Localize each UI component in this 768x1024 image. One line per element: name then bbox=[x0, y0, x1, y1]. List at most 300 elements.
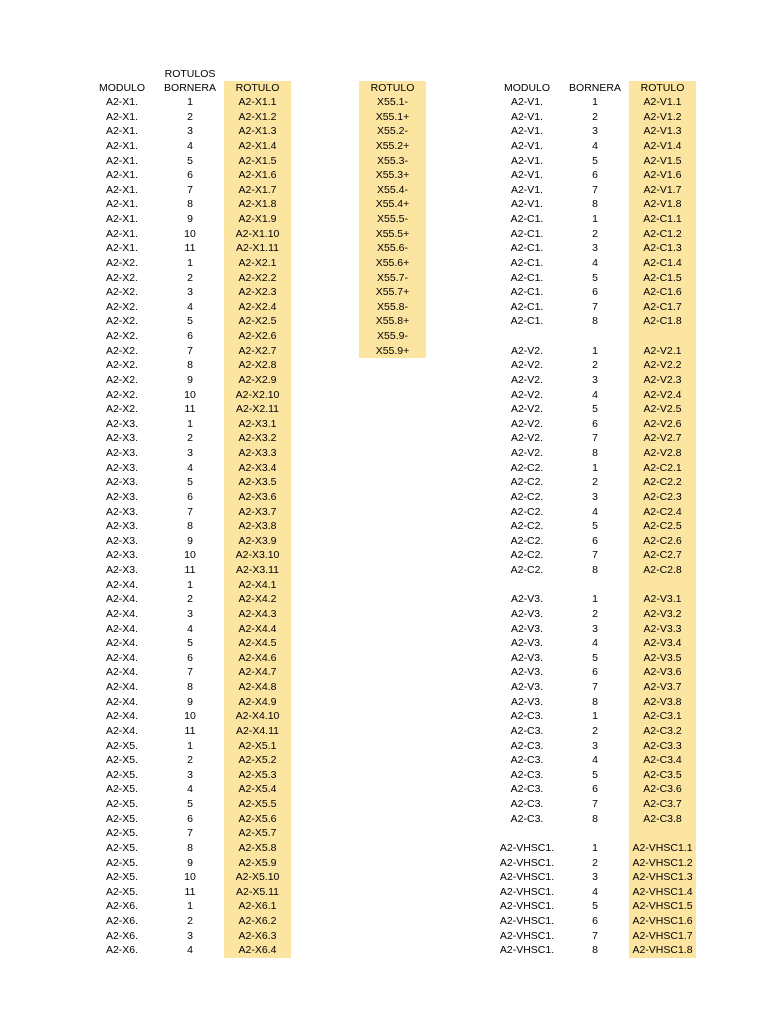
rotulo-cell: A2-X5.10 bbox=[235, 871, 280, 884]
bornera-cell: 9 bbox=[187, 695, 193, 708]
rotulo-cell: A2-X2.8 bbox=[238, 359, 277, 372]
bornera-cell: 2 bbox=[592, 227, 598, 240]
rotulo-cell: A2-X5.1 bbox=[238, 739, 277, 752]
modulo-cell: A2-X4. bbox=[105, 724, 139, 737]
bornera-cell: 6 bbox=[592, 169, 598, 182]
bornera-cell: 3 bbox=[592, 242, 598, 255]
modulo-cell: A2-X5. bbox=[105, 739, 139, 752]
bornera-cell: 4 bbox=[592, 139, 598, 152]
bornera-cell: 7 bbox=[187, 827, 193, 840]
bornera-cell: 1 bbox=[592, 344, 598, 357]
rotulo-cell: X55.1- bbox=[377, 96, 408, 108]
rotulo-cell: A2-X2.2 bbox=[238, 271, 277, 284]
bornera-cell: 5 bbox=[592, 651, 598, 664]
bornera-cell: 7 bbox=[592, 432, 598, 445]
bornera-cell: 3 bbox=[187, 286, 193, 299]
bornera-cell: 1 bbox=[592, 213, 598, 225]
rotulo-cell: A2-C3.8 bbox=[643, 812, 682, 825]
bornera-cell: 5 bbox=[187, 798, 193, 810]
rotulo-cell: A2-X2.1 bbox=[238, 256, 277, 269]
modulo-cell: A2-X2. bbox=[105, 300, 139, 313]
modulo-cell: A2-V3. bbox=[510, 666, 544, 679]
rotulo-cell: A2-C1.2 bbox=[643, 227, 682, 240]
bornera-cell: 11 bbox=[184, 564, 196, 576]
modulo-cell bbox=[493, 826, 561, 841]
bornera-cell: 6 bbox=[187, 812, 193, 825]
rotulo-cell: A2-X1.8 bbox=[238, 198, 277, 211]
rotulo-cell: A2-C3.3 bbox=[643, 739, 682, 752]
modulo-cell: A2-X5. bbox=[105, 827, 139, 840]
header-bornera-left: BORNERA bbox=[164, 82, 216, 94]
modulo-cell: A2-C3. bbox=[510, 739, 544, 752]
rotulo-cell: X55.3+ bbox=[375, 169, 410, 182]
bornera-cell: 8 bbox=[187, 681, 193, 693]
bornera-cell: 9 bbox=[187, 534, 193, 547]
bornera-cell: 11 bbox=[184, 242, 196, 255]
modulo-cell: A2-X5. bbox=[105, 798, 139, 810]
rotulo-cell: A2-X1.7 bbox=[238, 183, 277, 196]
modulo-cell: A2-V3. bbox=[510, 637, 544, 650]
modulo-cell: A2-V2. bbox=[510, 417, 544, 430]
rotulo-cell bbox=[629, 329, 696, 344]
modulo-cell: A2-X5. bbox=[105, 871, 139, 884]
modulo-cell: A2-X4. bbox=[105, 637, 139, 650]
rotulo-cell: A2-V1.5 bbox=[643, 154, 682, 167]
modulo-cell: A2-C3. bbox=[510, 724, 544, 737]
modulo-cell: A2-X6. bbox=[105, 944, 139, 957]
header-rotulo-middle: ROTULO bbox=[359, 81, 426, 95]
rotulo-cell: A2-X1.9 bbox=[238, 213, 277, 225]
modulo-cell: A2-VHSC1. bbox=[499, 929, 555, 942]
modulo-cell: A2-V2. bbox=[510, 359, 544, 372]
rotulo-cell: A2-X4.4 bbox=[238, 622, 277, 635]
bornera-cell: 3 bbox=[592, 622, 598, 635]
bornera-cell: 11 bbox=[184, 885, 196, 898]
rotulo-cell: A2-C1.8 bbox=[643, 315, 682, 328]
bornera-cell: 11 bbox=[184, 403, 196, 416]
rotulo-cell: A2-V1.7 bbox=[643, 183, 682, 196]
bornera-cell: 4 bbox=[187, 300, 193, 313]
bornera-cell: 1 bbox=[592, 461, 598, 474]
modulo-cell: A2-VHSC1. bbox=[499, 900, 555, 913]
rotulo-cell: A2-X5.6 bbox=[238, 812, 277, 825]
bornera-cell: 6 bbox=[592, 915, 598, 927]
rotulo-cell: A2-C1.4 bbox=[643, 256, 682, 269]
rotulo-cell: A2-C2.7 bbox=[643, 549, 682, 562]
middle-rotulo-column bbox=[359, 95, 426, 358]
modulo-cell: A2-C1. bbox=[510, 227, 544, 240]
rotulo-cell: X55.9- bbox=[377, 330, 408, 342]
rotulo-cell: A2-C3.6 bbox=[643, 783, 682, 796]
modulo-cell: A2-V1. bbox=[510, 139, 544, 152]
header-modulo-right: MODULO bbox=[503, 82, 551, 94]
rotulo-cell: A2-X3.10 bbox=[235, 549, 280, 562]
rotulo-cell: A2-X2.4 bbox=[238, 300, 277, 313]
modulo-cell: A2-X5. bbox=[105, 841, 139, 854]
bornera-cell: 8 bbox=[592, 564, 598, 576]
modulo-cell: A2-C1. bbox=[510, 256, 544, 269]
modulo-cell: A2-X5. bbox=[105, 754, 139, 767]
modulo-cell: A2-C3. bbox=[510, 783, 544, 796]
modulo-cell: A2-X2. bbox=[105, 271, 139, 284]
modulo-cell: A2-C1. bbox=[510, 315, 544, 328]
modulo-cell: A2-X2. bbox=[105, 330, 139, 342]
bornera-cell: 2 bbox=[187, 915, 193, 927]
rotulo-cell: A2-C1.5 bbox=[643, 271, 682, 284]
rotulo-cell: A2-X1.10 bbox=[235, 227, 280, 240]
modulo-cell: A2-V3. bbox=[510, 651, 544, 664]
right-rotulo-column bbox=[629, 95, 696, 958]
bornera-cell: 4 bbox=[592, 637, 598, 650]
modulo-cell: A2-V1. bbox=[510, 183, 544, 196]
modulo-cell: A2-X2. bbox=[105, 359, 139, 372]
rotulo-cell bbox=[629, 826, 696, 841]
bornera-cell bbox=[561, 329, 629, 344]
modulo-cell: A2-VHSC1. bbox=[499, 871, 555, 884]
bornera-cell: 1 bbox=[187, 417, 193, 430]
rotulo-cell: A2-X5.8 bbox=[238, 841, 277, 854]
bornera-cell: 5 bbox=[592, 900, 598, 913]
bornera-cell: 8 bbox=[592, 812, 598, 825]
bornera-cell: 5 bbox=[187, 315, 193, 328]
bornera-cell: 3 bbox=[187, 768, 193, 781]
header-rotulo-right: ROTULO bbox=[629, 81, 696, 95]
modulo-cell: A2-X3. bbox=[105, 432, 139, 445]
rotulo-cell: A2-X5.11 bbox=[236, 885, 279, 898]
rotulo-cell: X55.2+ bbox=[375, 139, 410, 152]
bornera-cell: 2 bbox=[187, 432, 193, 445]
modulo-cell: A2-X3. bbox=[105, 476, 139, 489]
modulo-cell: A2-X5. bbox=[105, 856, 139, 869]
bornera-cell: 3 bbox=[187, 447, 193, 459]
bornera-cell: 10 bbox=[184, 227, 196, 240]
modulo-cell: A2-C1. bbox=[510, 300, 544, 313]
modulo-cell: A2-X3. bbox=[105, 534, 139, 547]
modulo-cell: A2-X2. bbox=[105, 344, 139, 357]
rotulo-cell: A2-X4.1 bbox=[238, 578, 277, 591]
modulo-cell: A2-X3. bbox=[105, 549, 139, 562]
bornera-cell: 2 bbox=[592, 856, 598, 869]
rotulo-cell: A2-C1.3 bbox=[643, 242, 682, 255]
rotulo-cell: A2-X1.11 bbox=[236, 242, 279, 255]
rotulo-cell: A2-VHSC1.4 bbox=[632, 885, 693, 898]
modulo-cell: A2-X4. bbox=[105, 622, 139, 635]
bornera-cell: 2 bbox=[592, 724, 598, 737]
modulo-cell: A2-C2. bbox=[510, 505, 544, 518]
rotulo-cell: A2-X1.1 bbox=[238, 96, 277, 108]
modulo-cell: A2-VHSC1. bbox=[499, 944, 555, 957]
modulo-cell: A2-V1. bbox=[510, 96, 544, 108]
bornera-cell: 1 bbox=[592, 710, 598, 723]
modulo-cell: A2-C2. bbox=[510, 520, 544, 533]
rotulo-cell: A2-V1.1 bbox=[643, 96, 682, 108]
bornera-cell: 3 bbox=[187, 929, 193, 942]
bornera-cell: 6 bbox=[592, 417, 598, 430]
rotulo-cell: X55.4- bbox=[377, 183, 408, 196]
rotulo-cell: A2-X5.2 bbox=[238, 754, 277, 767]
modulo-cell: A2-V1. bbox=[510, 154, 544, 167]
bornera-cell: 6 bbox=[592, 534, 598, 547]
modulo-cell: A2-C2. bbox=[510, 564, 544, 576]
modulo-cell: A2-VHSC1. bbox=[499, 856, 555, 869]
modulo-cell: A2-X6. bbox=[105, 929, 139, 942]
modulo-cell: A2-V2. bbox=[510, 403, 544, 416]
rotulo-cell: A2-V3.6 bbox=[643, 666, 682, 679]
bornera-cell: 6 bbox=[592, 286, 598, 299]
rotulo-cell: A2-X1.4 bbox=[238, 139, 277, 152]
rotulo-cell: A2-C2.1 bbox=[643, 461, 682, 474]
modulo-cell: A2-V3. bbox=[510, 695, 544, 708]
bornera-cell: 10 bbox=[184, 388, 196, 401]
bornera-cell: 4 bbox=[187, 783, 193, 796]
rotulo-cell: A2-V3.5 bbox=[643, 651, 682, 664]
rotulo-cell: A2-V2.6 bbox=[643, 417, 682, 430]
modulo-cell: A2-V3. bbox=[510, 593, 544, 606]
rotulo-cell: A2-C2.8 bbox=[643, 564, 682, 576]
rotulo-cell: A2-V1.2 bbox=[643, 110, 682, 123]
modulo-cell: A2-X1. bbox=[105, 154, 139, 167]
bornera-cell: 5 bbox=[187, 476, 193, 489]
modulo-cell: A2-C1. bbox=[510, 286, 544, 299]
bornera-cell: 3 bbox=[187, 125, 193, 138]
rotulo-cell: X55.3- bbox=[377, 154, 408, 167]
rotulo-cell: A2-C2.6 bbox=[643, 534, 682, 547]
modulo-cell: A2-X2. bbox=[105, 256, 139, 269]
modulo-cell: A2-X1. bbox=[105, 213, 139, 225]
modulo-cell bbox=[493, 578, 561, 593]
modulo-cell: A2-X4. bbox=[105, 651, 139, 664]
bornera-cell: 6 bbox=[187, 330, 193, 342]
modulo-cell: A2-X3. bbox=[105, 461, 139, 474]
bornera-cell: 3 bbox=[592, 373, 598, 386]
bornera-cell: 7 bbox=[592, 183, 598, 196]
rotulo-cell: A2-X4.9 bbox=[238, 695, 277, 708]
rotulo-cell: A2-X5.5 bbox=[238, 798, 277, 810]
modulo-cell: A2-V1. bbox=[510, 110, 544, 123]
rotulo-cell: A2-X6.3 bbox=[238, 929, 277, 942]
bornera-cell: 2 bbox=[592, 110, 598, 123]
modulo-cell: A2-V1. bbox=[510, 125, 544, 138]
bornera-cell: 10 bbox=[184, 710, 196, 723]
rotulo-cell: A2-C3.2 bbox=[643, 724, 682, 737]
bornera-cell: 1 bbox=[592, 841, 598, 854]
rotulo-cell: A2-C3.4 bbox=[643, 754, 682, 767]
bornera-cell: 4 bbox=[187, 622, 193, 635]
modulo-cell: A2-X2. bbox=[105, 315, 139, 328]
rotulo-cell: A2-V3.3 bbox=[643, 622, 682, 635]
bornera-cell: 9 bbox=[187, 373, 193, 386]
bornera-cell: 2 bbox=[592, 607, 598, 620]
rotulo-cell: A2-V2.7 bbox=[643, 432, 682, 445]
bornera-cell: 9 bbox=[187, 213, 193, 225]
bornera-cell: 4 bbox=[592, 505, 598, 518]
modulo-cell: A2-X4. bbox=[105, 695, 139, 708]
modulo-cell: A2-C1. bbox=[510, 213, 544, 225]
rotulo-cell: A2-V1.3 bbox=[643, 125, 682, 138]
bornera-cell: 8 bbox=[187, 359, 193, 372]
rotulo-cell: A2-X3.3 bbox=[238, 447, 277, 459]
rotulo-cell: A2-X4.2 bbox=[238, 593, 277, 606]
rotulo-cell: A2-X5.4 bbox=[238, 783, 277, 796]
rotulo-cell: A2-V2.5 bbox=[643, 403, 682, 416]
modulo-cell: A2-C3. bbox=[510, 812, 544, 825]
rotulo-cell: X55.7+ bbox=[375, 286, 410, 299]
rotulo-cell: A2-VHSC1.2 bbox=[632, 856, 693, 869]
modulo-cell: A2-X2. bbox=[105, 403, 139, 416]
header-rotulo-left: ROTULO bbox=[224, 81, 291, 95]
modulo-cell: A2-X4. bbox=[105, 681, 139, 693]
bornera-cell: 7 bbox=[592, 929, 598, 942]
rotulo-cell: A2-X1.3 bbox=[238, 125, 277, 138]
modulo-cell: A2-X2. bbox=[105, 388, 139, 401]
rotulo-cell: A2-V2.8 bbox=[643, 447, 682, 459]
bornera-cell: 6 bbox=[187, 490, 193, 503]
rotulo-cell: A2-X4.5 bbox=[238, 637, 277, 650]
bornera-cell: 3 bbox=[592, 871, 598, 884]
modulo-cell: A2-X1. bbox=[105, 139, 139, 152]
modulo-cell: A2-X4. bbox=[105, 710, 139, 723]
modulo-cell: A2-C3. bbox=[510, 798, 544, 810]
rotulo-cell: A2-X4.10 bbox=[235, 710, 280, 723]
rotulo-cell: A2-X3.5 bbox=[238, 476, 277, 489]
left-bornera-column bbox=[156, 95, 224, 958]
rotulo-cell: A2-X3.9 bbox=[238, 534, 277, 547]
rotulo-cell: A2-X6.2 bbox=[238, 915, 277, 927]
bornera-cell: 7 bbox=[187, 344, 193, 357]
modulo-cell: A2-C1. bbox=[510, 271, 544, 284]
bornera-cell: 1 bbox=[187, 739, 193, 752]
bornera-cell: 7 bbox=[592, 300, 598, 313]
bornera-cell: 1 bbox=[187, 578, 193, 591]
rotulo-cell: A2-V2.4 bbox=[643, 388, 682, 401]
modulo-cell: A2-X2. bbox=[105, 373, 139, 386]
bornera-cell: 4 bbox=[592, 388, 598, 401]
bornera-cell: 4 bbox=[592, 754, 598, 767]
bornera-cell: 8 bbox=[187, 198, 193, 211]
rotulo-cell: A2-V1.6 bbox=[643, 169, 682, 182]
modulo-cell: A2-C2. bbox=[510, 461, 544, 474]
modulo-cell: A2-X3. bbox=[105, 520, 139, 533]
modulo-cell: A2-X1. bbox=[105, 169, 139, 182]
rotulo-cell: A2-X6.1 bbox=[238, 900, 277, 913]
rotulo-cell: A2-C1.7 bbox=[643, 300, 682, 313]
rotulo-cell: A2-V3.7 bbox=[643, 681, 682, 693]
rotulo-cell: A2-X1.2 bbox=[238, 110, 277, 123]
rotulo-cell: A2-X2.11 bbox=[236, 403, 279, 416]
modulo-cell: A2-C2. bbox=[510, 490, 544, 503]
bornera-cell: 5 bbox=[592, 271, 598, 284]
rotulo-cell: A2-X4.3 bbox=[238, 607, 277, 620]
bornera-cell: 7 bbox=[592, 549, 598, 562]
rotulo-cell: A2-X6.4 bbox=[238, 944, 277, 957]
rotulo-cell: X55.7- bbox=[377, 271, 408, 284]
rotulo-cell: A2-X1.5 bbox=[238, 154, 277, 167]
modulo-cell: A2-X1. bbox=[105, 242, 139, 255]
modulo-cell: A2-C3. bbox=[510, 768, 544, 781]
rotulo-cell: A2-V3.8 bbox=[643, 695, 682, 708]
bornera-cell: 7 bbox=[592, 798, 598, 810]
rotulo-cell: A2-C3.7 bbox=[643, 798, 682, 810]
header-bornera-right: BORNERA bbox=[569, 82, 621, 94]
rotulo-cell: A2-X2.6 bbox=[238, 330, 277, 342]
modulo-cell: A2-C2. bbox=[510, 549, 544, 562]
header-modulo-left: MODULO bbox=[98, 82, 146, 94]
bornera-cell: 8 bbox=[187, 841, 193, 854]
modulo-cell: A2-C3. bbox=[510, 710, 544, 723]
modulo-cell: A2-X5. bbox=[105, 783, 139, 796]
rotulo-cell: A2-X2.7 bbox=[238, 344, 277, 357]
right-bornera-column bbox=[561, 95, 629, 958]
modulo-cell: A2-X4. bbox=[105, 607, 139, 620]
rotulo-cell: A2-C1.1 bbox=[643, 213, 682, 225]
rotulo-cell: A2-X5.7 bbox=[238, 827, 277, 840]
rotulo-cell: A2-V3.1 bbox=[643, 593, 682, 606]
modulo-cell: A2-V2. bbox=[510, 373, 544, 386]
rotulo-cell: A2-X5.3 bbox=[238, 768, 277, 781]
modulo-cell: A2-V2. bbox=[510, 432, 544, 445]
modulo-cell: A2-X1. bbox=[105, 198, 139, 211]
rotulo-cell: X55.5- bbox=[377, 213, 408, 225]
left-rotulo-column bbox=[224, 95, 291, 958]
modulo-cell bbox=[493, 329, 561, 344]
modulo-cell: A2-X3. bbox=[105, 490, 139, 503]
bornera-cell: 8 bbox=[592, 315, 598, 328]
modulo-cell: A2-C3. bbox=[510, 754, 544, 767]
rotulo-cell: A2-VHSC1.5 bbox=[632, 900, 693, 913]
rotulo-cell: A2-C2.5 bbox=[643, 520, 682, 533]
rotulo-cell: A2-VHSC1.3 bbox=[632, 871, 693, 884]
modulo-cell: A2-X1. bbox=[105, 125, 139, 138]
modulo-cell: A2-VHSC1. bbox=[499, 841, 555, 854]
modulo-cell: A2-X4. bbox=[105, 593, 139, 606]
rotulo-cell: X55.8+ bbox=[375, 315, 410, 328]
rotulo-cell: X55.4+ bbox=[375, 198, 410, 211]
bornera-cell bbox=[561, 826, 629, 841]
bornera-cell bbox=[561, 578, 629, 593]
rotulo-cell: A2-X3.6 bbox=[238, 490, 277, 503]
bornera-cell: 3 bbox=[187, 607, 193, 620]
modulo-cell: A2-X5. bbox=[105, 885, 139, 898]
rotulo-cell: A2-X4.8 bbox=[238, 681, 277, 693]
rotulo-cell: X55.5+ bbox=[375, 227, 410, 240]
bornera-cell: 7 bbox=[187, 666, 193, 679]
bornera-cell: 8 bbox=[592, 944, 598, 957]
bornera-cell: 5 bbox=[187, 637, 193, 650]
rotulo-cell: A2-X3.1 bbox=[238, 417, 277, 430]
rotulo-cell: A2-C2.3 bbox=[643, 490, 682, 503]
bornera-cell: 6 bbox=[592, 666, 598, 679]
bornera-cell: 1 bbox=[592, 96, 598, 108]
bornera-cell: 2 bbox=[187, 593, 193, 606]
rotulo-cell: A2-X5.9 bbox=[238, 856, 277, 869]
rotulo-cell: A2-VHSC1.7 bbox=[632, 929, 693, 942]
bornera-cell: 1 bbox=[187, 900, 193, 913]
bornera-cell: 1 bbox=[187, 256, 193, 269]
left-modulo-column bbox=[88, 95, 156, 958]
modulo-cell: A2-X3. bbox=[105, 505, 139, 518]
modulo-cell: A2-X3. bbox=[105, 447, 139, 459]
bornera-cell: 4 bbox=[187, 461, 193, 474]
modulo-cell: A2-X6. bbox=[105, 900, 139, 913]
modulo-cell: A2-V3. bbox=[510, 607, 544, 620]
modulo-cell: A2-V1. bbox=[510, 169, 544, 182]
bornera-cell: 4 bbox=[187, 139, 193, 152]
rotulo-cell: A2-V2.2 bbox=[643, 359, 682, 372]
rotulo-cell: A2-C2.4 bbox=[643, 505, 682, 518]
rotulo-cell: A2-V3.4 bbox=[643, 637, 682, 650]
bornera-cell: 3 bbox=[592, 739, 598, 752]
rotulo-cell: A2-C3.1 bbox=[643, 710, 682, 723]
